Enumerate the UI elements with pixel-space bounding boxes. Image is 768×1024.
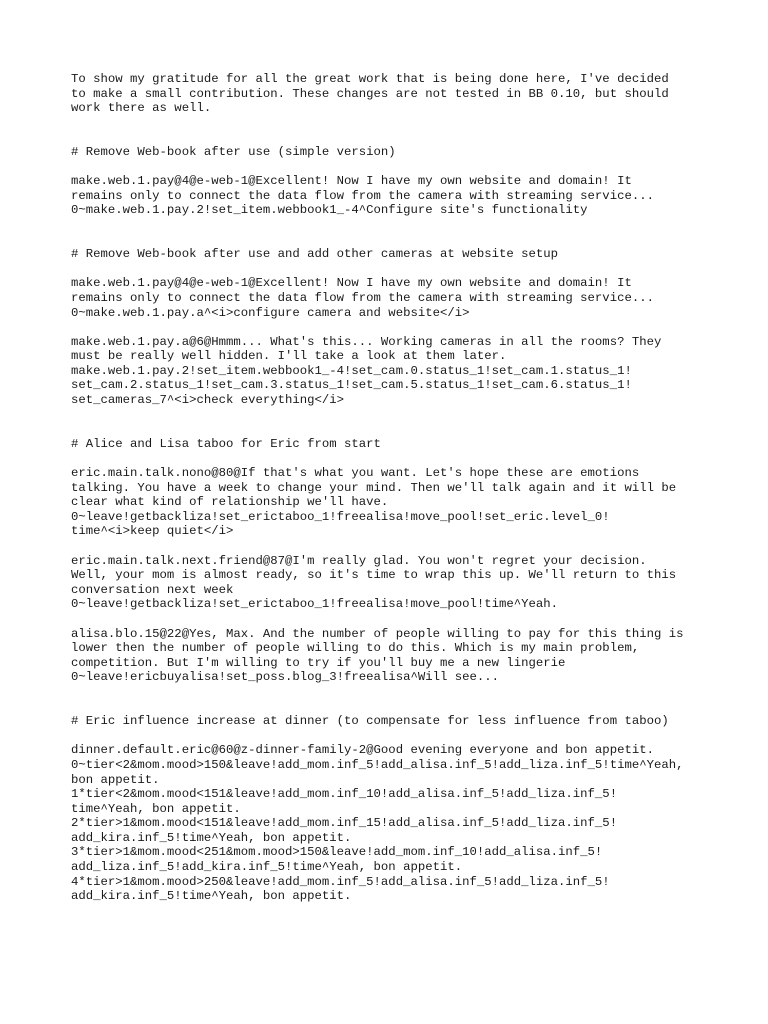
text-line: lower then the number of people willing to do this. Which is my main problem, xyxy=(71,641,640,656)
text-line: make.web.1.pay@4@e-web-1@Excellent! Now I have my own website and domain! It xyxy=(71,276,632,291)
text-line: 2*tier>1&mom.mood<151&leave!add_mom.inf_15!add_alisa.inf_5!add_liza.inf_5! xyxy=(71,816,618,831)
text-paragraph xyxy=(71,335,711,408)
text-line: make.web.1.pay.2!set_item.webbook1_-4!set_cam.0.status_1!set_cam.1.status_1! xyxy=(71,363,632,378)
text-line: set_cam.2.status_1!set_cam.3.status_1!set_cam.5.status_1!set_cam.6.status_1! xyxy=(71,378,632,393)
text-paragraph xyxy=(71,466,711,539)
section-heading xyxy=(71,714,711,729)
paragraph-spacer xyxy=(71,612,711,627)
text-line: conversation next week xyxy=(71,582,234,597)
paragraph-spacer xyxy=(71,116,711,145)
text-line: must be really well hidden. I'll take a look at them later. xyxy=(71,349,507,364)
text-line: alisa.blo.15@22@Yes, Max. And the number of people willing to pay for this thing is xyxy=(71,626,684,641)
text-line: To show my gratitude for all the great work that is being done here, I've decided xyxy=(71,72,669,86)
text-line: to make a small contribution. These changes are not tested in BB 0.10, but should xyxy=(71,86,669,101)
text-paragraph xyxy=(71,174,711,218)
text-line: talking. You have a week to change your mind. Then we'll talk again and it will be xyxy=(71,480,677,495)
section-heading xyxy=(71,247,711,262)
paragraph-spacer xyxy=(71,451,711,466)
text-line: make.web.1.pay.a@6@Hmmm... What's this... Working cameras in all the rooms? They xyxy=(71,334,662,349)
text-line: remains only to connect the data flow from the camera with streaming service... xyxy=(71,188,654,203)
text-line: bon appetit. xyxy=(71,772,160,787)
paragraph-spacer xyxy=(71,218,711,247)
text-line: add_kira.inf_5!time^Yeah, bon appetit. xyxy=(71,830,352,845)
text-line: set_cameras_7^<i>check everything</i> xyxy=(71,393,345,408)
text-line: # Alice and Lisa taboo for Eric from start xyxy=(71,436,381,451)
text-line: add_liza.inf_5!add_kira.inf_5!time^Yeah, bon appetit. xyxy=(71,860,463,875)
text-line: Well, your mom is almost ready, so it's time to wrap this up. We'll return to this xyxy=(71,568,677,583)
paragraph-spacer xyxy=(71,539,711,554)
text-line: time^<i>keep quiet</i> xyxy=(71,524,234,539)
section-heading xyxy=(71,145,711,160)
section-heading xyxy=(71,437,711,452)
text-line: remains only to connect the data flow from the camera with streaming service... xyxy=(71,290,654,305)
text-paragraph xyxy=(71,743,711,904)
paragraph-spacer xyxy=(71,160,711,175)
text-line: competition. But I'm willing to try if you'll buy me a new lingerie xyxy=(71,655,566,670)
text-line: 0~leave!getbackliza!set_erictaboo_1!freealisa!move_pool!set_eric.level_0! xyxy=(71,509,610,524)
document-page xyxy=(71,72,711,904)
text-line: 4*tier>1&mom.mood>250&leave!add_mom.inf_5!add_alisa.inf_5!add_liza.inf_5! xyxy=(71,874,610,889)
paragraph-spacer xyxy=(71,408,711,437)
text-line: 1*tier<2&mom.mood<151&leave!add_mom.inf_10!add_alisa.inf_5!add_liza.inf_5! xyxy=(71,787,618,802)
text-line: # Remove Web-book after use (simple version) xyxy=(71,144,396,159)
text-line: add_kira.inf_5!time^Yeah, bon appetit. xyxy=(71,889,352,904)
text-line: 0~make.web.1.pay.a^<i>configure camera and website</i> xyxy=(71,305,470,320)
text-paragraph xyxy=(71,554,711,612)
text-line: 0~leave!ericbuyalisa!set_poss.blog_3!freealisa^Will see... xyxy=(71,670,500,685)
text-line: eric.main.talk.nono@80@If that's what you want. Let's hope these are emotions xyxy=(71,466,640,481)
text-paragraph xyxy=(71,72,711,116)
text-line: 0~make.web.1.pay.2!set_item.webbook1_-4^Configure site's functionality xyxy=(71,203,588,218)
text-line: 0~tier<2&mom.mood>150&leave!add_mom.inf_5!add_alisa.inf_5!add_liza.inf_5!time^Yeah, xyxy=(71,757,684,772)
paragraph-spacer xyxy=(71,262,711,277)
text-line: make.web.1.pay@4@e-web-1@Excellent! Now I have my own website and domain! It xyxy=(71,174,632,189)
text-paragraph xyxy=(71,276,711,320)
paragraph-spacer xyxy=(71,729,711,744)
document-body xyxy=(71,72,711,904)
text-line: # Eric influence increase at dinner (to compensate for less influence from taboo) xyxy=(71,714,669,729)
text-line: dinner.default.eric@60@z-dinner-family-2@Good evening everyone and bon appetit. xyxy=(71,743,654,758)
text-line: time^Yeah, bon appetit. xyxy=(71,801,241,816)
paragraph-spacer xyxy=(71,685,711,714)
text-paragraph xyxy=(71,627,711,685)
text-line: eric.main.talk.next.friend@87@I'm really glad. You won't regret your decision. xyxy=(71,553,647,568)
text-line: 3*tier>1&mom.mood<251&mom.mood>150&leave!add_mom.inf_10!add_alisa.inf_5! xyxy=(71,845,603,860)
text-line: work there as well. xyxy=(71,101,212,116)
text-line: 0~leave!getbackliza!set_erictaboo_1!freealisa!move_pool!time^Yeah. xyxy=(71,597,559,612)
text-line: clear what kind of relationship we'll have. xyxy=(71,495,389,510)
paragraph-spacer xyxy=(71,320,711,335)
text-line: # Remove Web-book after use and add other cameras at website setup xyxy=(71,247,559,262)
